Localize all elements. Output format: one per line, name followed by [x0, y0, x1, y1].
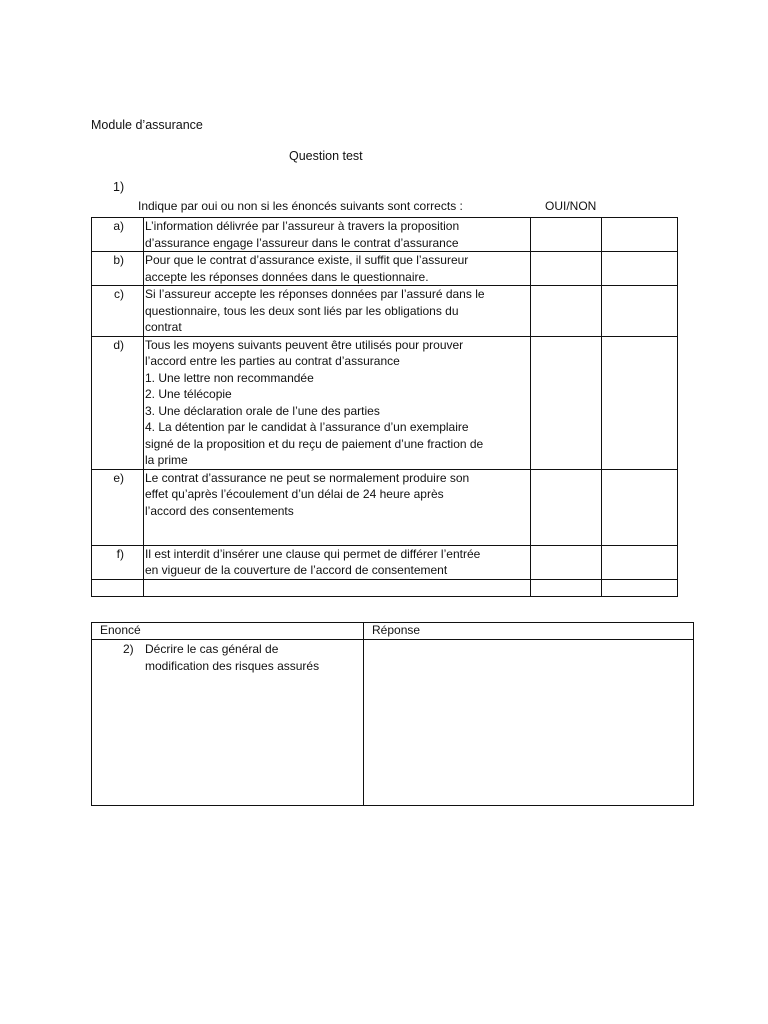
statement-line: 2. Une télécopie	[145, 387, 232, 401]
statement-line: l’accord des consentements	[145, 503, 294, 518]
question-1-instruction: Indique par oui ou non si les énoncés suivants sont corrects :	[138, 199, 463, 213]
statement-line: signé de la proposition et du reçu de paiement d’une fraction de	[145, 436, 484, 451]
non-answer-cell[interactable]	[602, 252, 678, 286]
non-answer-cell[interactable]	[602, 218, 678, 252]
oui-answer-cell[interactable]	[531, 579, 602, 596]
question-2-response-cell[interactable]	[364, 640, 694, 806]
oui-answer-cell[interactable]	[531, 469, 602, 545]
statement-line: Il est interdit d’insérer une clause qui permet de différer l’entrée	[145, 546, 481, 561]
oui-answer-cell[interactable]	[531, 545, 602, 579]
statement-line: Pour que le contrat d’assurance existe, il suffit que l’assureur	[145, 253, 469, 267]
statement-row-c	[92, 286, 678, 337]
statement-line: 4. La détention par le candidat à l’assurance d’un exemplaire	[145, 420, 469, 434]
question-2-number: 2)	[123, 642, 134, 656]
statement-line: l’accord entre les parties au contrat d’assurance	[145, 354, 400, 368]
statement-letter: c)	[92, 286, 144, 337]
statement-letter: e)	[92, 469, 144, 545]
column-header-statement: Enoncé	[92, 623, 364, 640]
statement-line: 3. Une déclaration orale de l’une des parties	[145, 403, 380, 418]
statement-line: contrat	[145, 320, 182, 334]
statement-row-f	[92, 545, 678, 579]
statement-line: 1. Une lettre non recommandée	[145, 370, 314, 385]
empty-cell	[92, 579, 144, 596]
statement-text	[144, 252, 531, 286]
question-2-statement	[92, 640, 364, 806]
statement-row-empty	[92, 579, 678, 596]
statement-text	[144, 218, 531, 252]
statement-row-b	[92, 252, 678, 286]
statement-line: Le contrat d’assurance ne peut se normalement produire son	[145, 470, 470, 485]
non-answer-cell[interactable]	[602, 336, 678, 469]
statement-letter: a)	[92, 218, 144, 252]
oui-answer-cell[interactable]	[531, 252, 602, 286]
statement-line: la prime	[145, 453, 188, 467]
oui-answer-cell[interactable]	[531, 218, 602, 252]
statement-text	[144, 469, 531, 545]
statement-line: Tous les moyens suivants peuvent être utilisés pour prouver	[145, 337, 464, 352]
oui-non-label: OUI/NON	[545, 199, 597, 213]
statement-line: en vigueur de la couverture de l’accord de consentement	[145, 563, 448, 577]
non-answer-cell[interactable]	[602, 545, 678, 579]
oui-answer-cell[interactable]	[531, 336, 602, 469]
question-1-number: 1)	[113, 180, 125, 194]
statement-text	[144, 336, 531, 469]
non-answer-cell[interactable]	[602, 286, 678, 337]
non-answer-cell[interactable]	[602, 579, 678, 596]
statement-line: d’assurance engage l’assureur dans le contrat d’assurance	[145, 235, 459, 250]
non-answer-cell[interactable]	[602, 469, 678, 545]
statement-letter: d)	[92, 336, 144, 469]
statements-table	[91, 217, 678, 597]
page-subtitle: Question test	[289, 149, 363, 163]
statement-line: L’information délivrée par l’assureur à travers la proposition	[145, 219, 460, 233]
statement-row-a	[92, 218, 678, 252]
question-2-table	[91, 622, 694, 806]
question-2-line: modification des risques assurés	[145, 658, 320, 673]
oui-answer-cell[interactable]	[531, 286, 602, 337]
statement-line: questionnaire, tous les deux sont liés par les obligations du	[145, 303, 459, 318]
statement-letter: f)	[92, 545, 144, 579]
statement-line: accepte les réponses données dans le questionnaire.	[145, 269, 429, 284]
empty-cell	[144, 579, 531, 596]
statement-line: Si l’assureur accepte les réponses données par l’assuré dans le	[145, 287, 485, 301]
module-title: Module d’assurance	[91, 118, 203, 132]
statement-letter: b)	[92, 252, 144, 286]
statement-text	[144, 545, 531, 579]
statement-row-e	[92, 469, 678, 545]
question-2-line: Décrire le cas général de	[145, 642, 279, 656]
statement-line: effet qu’après l’écoulement d’un délai de 24 heure après	[145, 487, 444, 501]
statement-text	[144, 286, 531, 337]
statement-row-d	[92, 336, 678, 469]
column-header-response: Réponse	[364, 623, 694, 640]
